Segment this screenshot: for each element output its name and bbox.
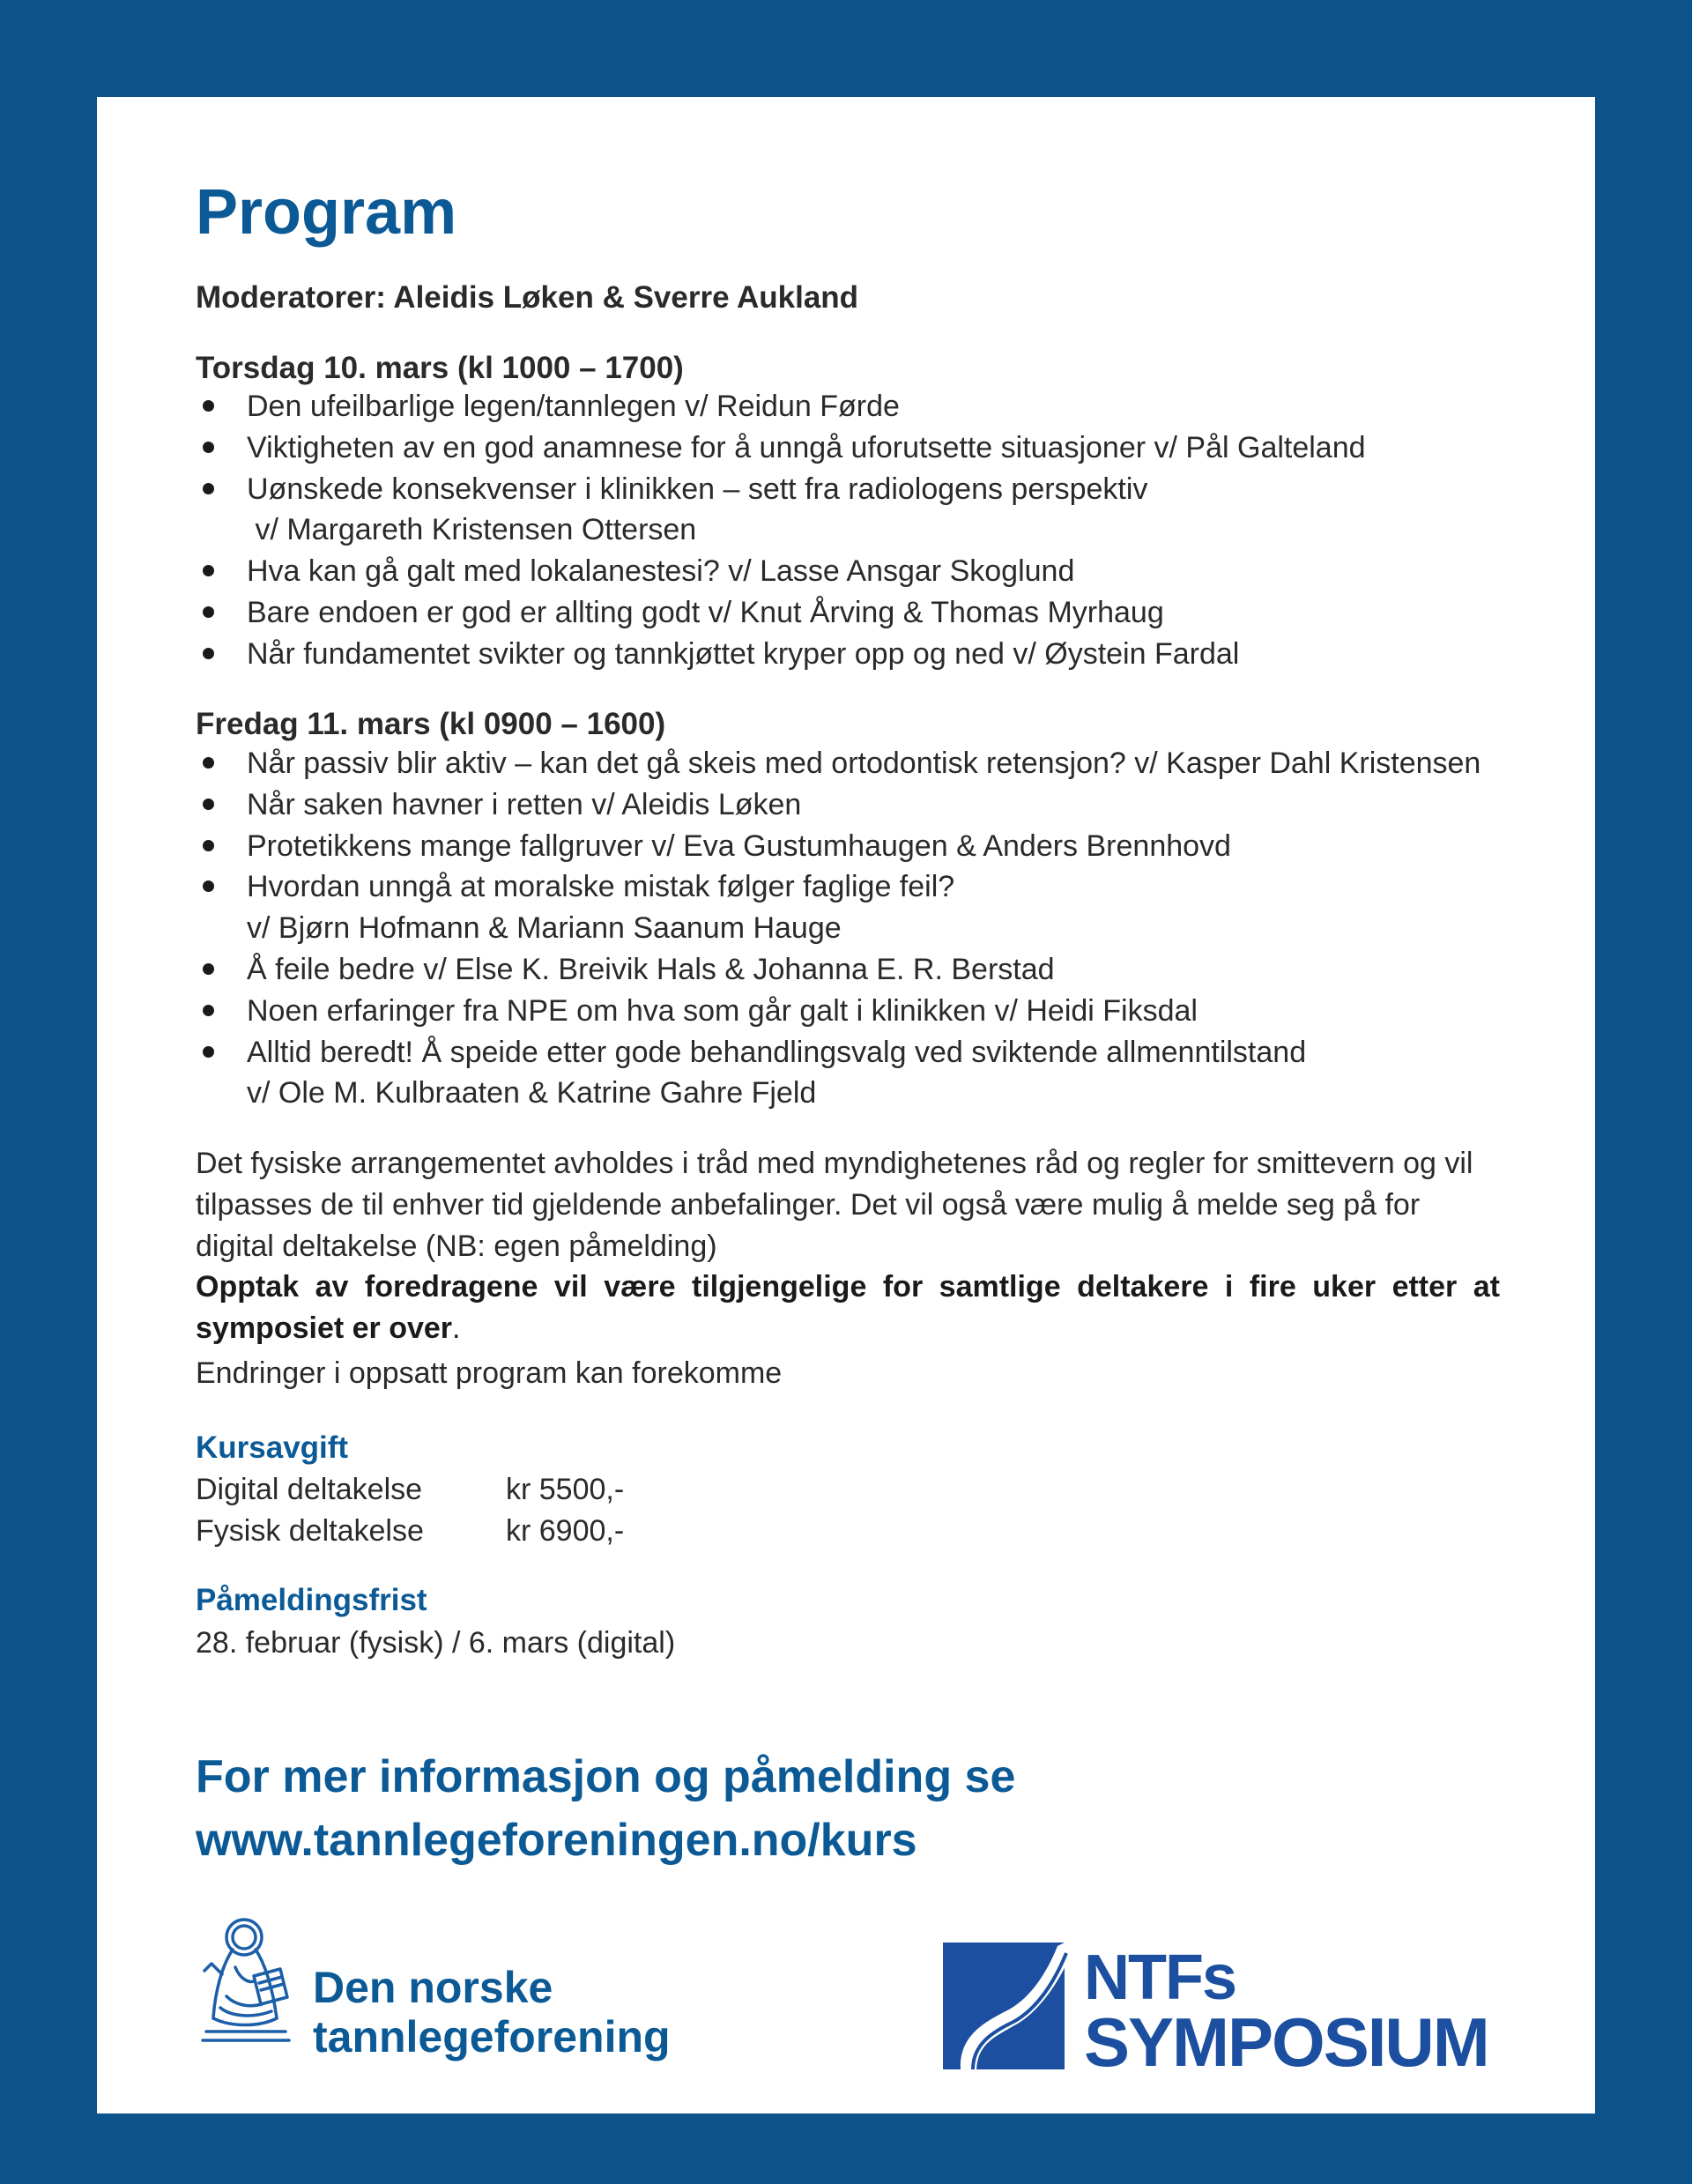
recording-note xyxy=(196,1267,1500,1349)
talk-title: Bare endoen er god er allting godt v/ Knut Årving & Thomas Myrhaug xyxy=(247,595,1164,629)
list-item xyxy=(196,949,1500,991)
fee-row-physical xyxy=(196,1516,624,1546)
talk-title: Når fundamentet svikter og tannkjøttet kryper opp og ned v/ Øystein Fardal xyxy=(247,636,1240,671)
symposium-square-icon xyxy=(943,1943,1065,2069)
fee-price: kr 5500,- xyxy=(506,1473,625,1506)
talk-title: Viktigheten av en god anamnese for å unngå uforutsette situasjoner v/ Pål Galteland xyxy=(247,430,1366,464)
talk-speakers: v/ Margareth Kristensen Ottersen xyxy=(247,513,697,547)
day-heading-friday: Fredag 11. mars (kl 0900 – 1600) xyxy=(196,707,666,741)
talk-title: Uønskede konsekvenser i klinikken – sett fra radiologens perspektiv xyxy=(247,472,1148,506)
program-page xyxy=(97,97,1595,2113)
list-item xyxy=(196,469,1500,552)
list-item xyxy=(196,592,1500,634)
list-item xyxy=(196,784,1500,826)
fee-label: Fysisk deltakelse xyxy=(196,1514,424,1548)
list-item xyxy=(196,826,1500,867)
talk-title: Hva kan gå galt med lokalanestesi? v/ Lasse Ansgar Skoglund xyxy=(247,554,1075,589)
symposium-logo-line1: NTFs xyxy=(1084,1943,1236,2013)
list-item xyxy=(196,427,1500,469)
info-line: For mer informasjon og påmelding se xyxy=(196,1751,1016,1802)
page-title: Program xyxy=(196,177,457,248)
recording-note-text: Opptak av foredragene vil være tilgjengelige for samtlige deltakere i fire uker etter at symposiet er over xyxy=(196,1270,1500,1345)
fees-heading: Kursavgift xyxy=(196,1430,349,1465)
deadline-heading: Påmeldingsfrist xyxy=(196,1583,427,1617)
talk-speakers: v/ Ole M. Kulbraaten & Katrine Gahre Fjeld xyxy=(247,1076,817,1111)
talk-title: Protetikkens mange fallgruver v/ Eva Gustumhaugen & Anders Brennhovd xyxy=(247,828,1231,863)
symposium-logo-line2: SYMPOSIUM xyxy=(1084,2003,1488,2069)
list-item xyxy=(196,386,1500,427)
list-item xyxy=(196,1032,1500,1115)
talk-title: Når saken havner i retten v/ Aleidis Løken xyxy=(247,787,802,821)
tannlegeforening-logo-text xyxy=(313,1963,671,2061)
recording-note-period: . xyxy=(452,1311,461,1345)
info-url-link[interactable]: www.tannlegeforeningen.no/kurs xyxy=(196,1815,917,1866)
arrangement-note: Det fysiske arrangementet avholdes i tråd med myndighetenes råd og regler for smittevern og vil tilpasses de til enhver tid gjeldende anbefalinger. Det vil også være mulig å melde seg på for digital deltakelse (NB: egen påmelding) xyxy=(196,1147,1473,1263)
list-item xyxy=(196,634,1500,675)
deadline-text: 28. februar (fysisk) / 6. mars (digital) xyxy=(196,1626,676,1660)
talk-title: Hvordan unngå at moralske mistak følger faglige feil? xyxy=(247,870,955,904)
changes-note: Endringer i oppsatt program kan forekomme xyxy=(196,1356,783,1390)
moderators-line: Moderatorer: Aleidis Løken & Sverre Aukland xyxy=(196,280,859,315)
talk-speakers: v/ Bjørn Hofmann & Mariann Saanum Hauge xyxy=(247,911,842,946)
talk-title: Den ufeilbarlige legen/tannlegen v/ Reidun Førde xyxy=(247,390,900,423)
info-block xyxy=(196,1745,1015,1872)
talk-title: Når passiv blir aktiv – kan det gå skeis med ortodontisk retensjon? v/ Kasper Dahl Kristensen xyxy=(247,747,1481,780)
talk-list-thursday xyxy=(196,386,1500,675)
logo-text-line: Den norske xyxy=(313,1963,553,2012)
list-item xyxy=(196,743,1500,784)
list-item xyxy=(196,551,1500,592)
fee-row-digital xyxy=(196,1475,624,1504)
talk-title: Å feile bedre v/ Else K. Breivik Hals & Johanna E. R. Berstad xyxy=(247,952,1055,986)
tannlegeforening-emblem-icon xyxy=(196,1913,297,2045)
talk-list-friday xyxy=(196,743,1500,1114)
logo-text-line: tannlegeforening xyxy=(313,2012,671,2061)
list-item xyxy=(196,866,1500,949)
day-heading-thursday: Torsdag 10. mars (kl 1000 – 1700) xyxy=(196,351,684,385)
talk-title: Alltid beredt! Å speide etter gode behandlingsvalg ved sviktende allmenntilstand xyxy=(247,1035,1307,1069)
fee-label: Digital deltakelse xyxy=(196,1473,423,1506)
fee-price: kr 6900,- xyxy=(506,1514,625,1548)
talk-title: Noen erfaringer fra NPE om hva som går galt i klinikken v/ Heidi Fiksdal xyxy=(247,993,1198,1028)
list-item xyxy=(196,991,1500,1032)
ntfs-symposium-logo xyxy=(943,1937,1516,2069)
